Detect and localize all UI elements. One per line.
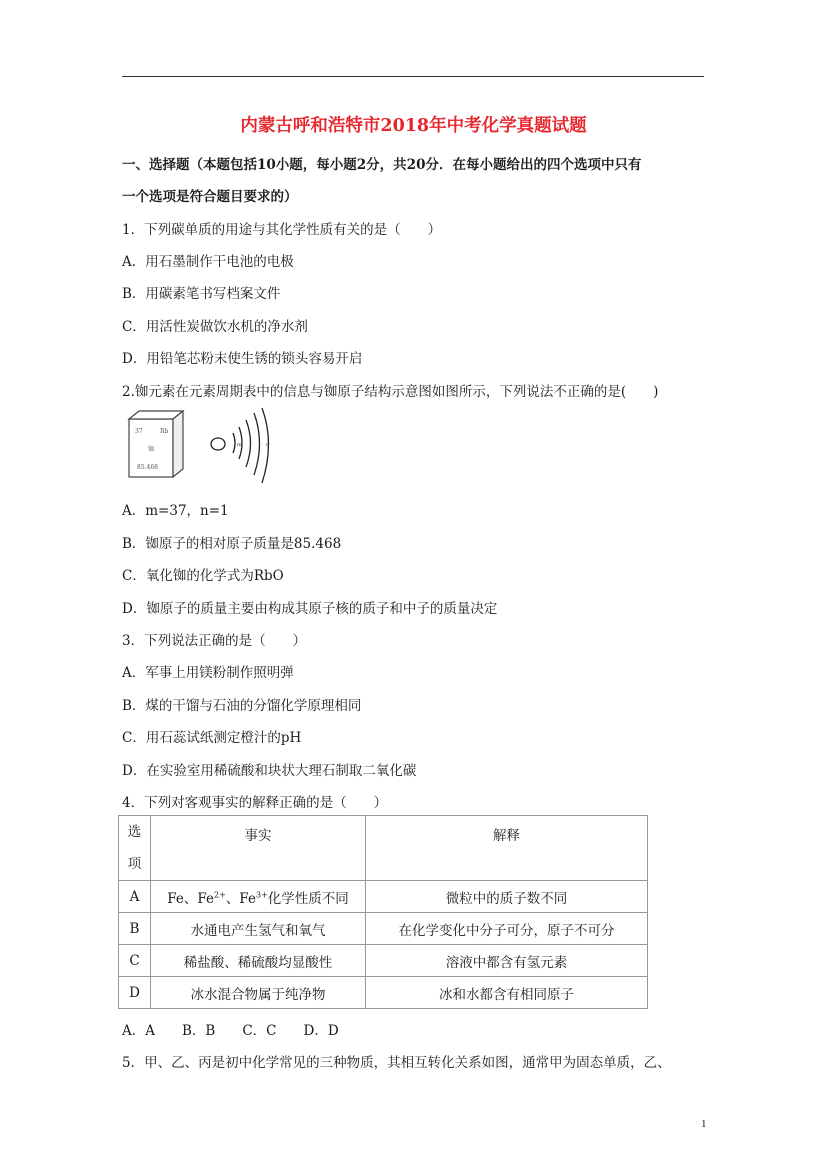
element-tile xyxy=(129,411,183,477)
row-option: C xyxy=(119,945,151,977)
q5-stem: 5．甲、乙、丙是初中化学常见的三种物质，其相互转化关系如图，通常甲为固态单质，乙、 xyxy=(122,1055,671,1071)
q4-table xyxy=(118,815,648,1009)
row-explain: 微粒中的质子数不同 xyxy=(366,881,648,913)
row-explain: 在化学变化中分子可分，原子不可分 xyxy=(366,913,648,945)
nucleus xyxy=(211,438,225,450)
q2-option-c: C．氧化铷的化学式为RbO xyxy=(122,568,284,584)
table-header-row xyxy=(119,816,648,881)
table-row xyxy=(119,881,648,913)
header-rule xyxy=(122,76,704,77)
q4-stem: 4．下列对客观事实的解释正确的是（ ） xyxy=(122,795,388,811)
table-row xyxy=(119,977,648,1009)
q1-option-b: B．用碳素笔书写档案文件 xyxy=(122,286,281,302)
q1-option-d: D．用铅笔芯粉末使生锈的锁头容易开启 xyxy=(122,351,363,367)
row-option: D xyxy=(119,977,151,1009)
q3-option-d: D．在实验室用稀硫酸和块状大理石制取二氧化碳 xyxy=(122,763,417,779)
tile-atomic-mass: 85.468 xyxy=(137,464,158,471)
tile-atomic-number: 37 xyxy=(135,428,143,435)
q2-stem: 2.铷元素在元素周期表中的信息与铷原子结构示意图如图所示，下列说法不正确的是( ) xyxy=(122,384,659,400)
row-option: A xyxy=(119,881,151,913)
q2-option-d: D．铷原子的质量主要由构成其原子核的质子和中子的质量决定 xyxy=(122,601,498,617)
q1-option-a: A．用石墨制作干电池的电极 xyxy=(122,254,294,270)
row-fact: 稀盐酸、稀硫酸均显酸性 xyxy=(151,945,366,977)
table-row xyxy=(119,913,648,945)
header-fact: 事实 xyxy=(151,816,366,881)
q3-option-b: B．煤的干馏与石油的分馏化学原理相同 xyxy=(122,698,362,714)
row-fact: 水通电产生氢气和氧气 xyxy=(151,913,366,945)
q2-option-a: A．m=37，n=1 xyxy=(122,503,229,519)
section1-heading-line1: 一、选择题（本题包括10小题，每小题2分，共20分．在每小题给出的四个选项中只有 xyxy=(122,157,642,173)
q3-option-a: A．军事上用镁粉制作照明弹 xyxy=(122,665,294,681)
table-row xyxy=(119,945,648,977)
row-explain: 冰和水都含有相同原子 xyxy=(366,977,648,1009)
rubidium-figure xyxy=(126,405,296,491)
header-explain: 解释 xyxy=(366,816,648,881)
q2-option-b: B．铷原子的相对原子质量是85.468 xyxy=(122,536,342,552)
shell-label-m: m xyxy=(237,442,242,448)
page-title: 内蒙古呼和浩特市2018年中考化学真题试题 xyxy=(240,116,587,136)
row-option: B xyxy=(119,913,151,945)
row-fact: Fe、$Fe^{2+}$、$Fe^{3+}$化学性质不同 xyxy=(151,881,366,913)
tile-element-name: 铷 xyxy=(148,446,155,453)
page-number: 1 xyxy=(701,1118,707,1130)
section1-heading-line2: 一个选项是符合题目要求的） xyxy=(122,189,298,205)
q4-answers: A．A B．B C．C D．D xyxy=(122,1023,339,1039)
atom-structure xyxy=(211,408,270,483)
shell-label-n: n xyxy=(266,442,270,448)
tile-symbol: Rb xyxy=(160,428,169,435)
q3-option-c: C．用石蕊试纸测定橙汁的pH xyxy=(122,730,302,746)
row-fact: 冰水混合物属于纯净物 xyxy=(151,977,366,1009)
q1-stem: 1．下列碳单质的用途与其化学性质有关的是（ ） xyxy=(122,222,442,238)
header-option: 选 项 xyxy=(119,816,151,881)
q1-option-c: C．用活性炭做饮水机的净水剂 xyxy=(122,319,308,335)
q3-stem: 3．下列说法正确的是（ ） xyxy=(122,633,307,649)
row-explain: 溶液中都含有氢元素 xyxy=(366,945,648,977)
